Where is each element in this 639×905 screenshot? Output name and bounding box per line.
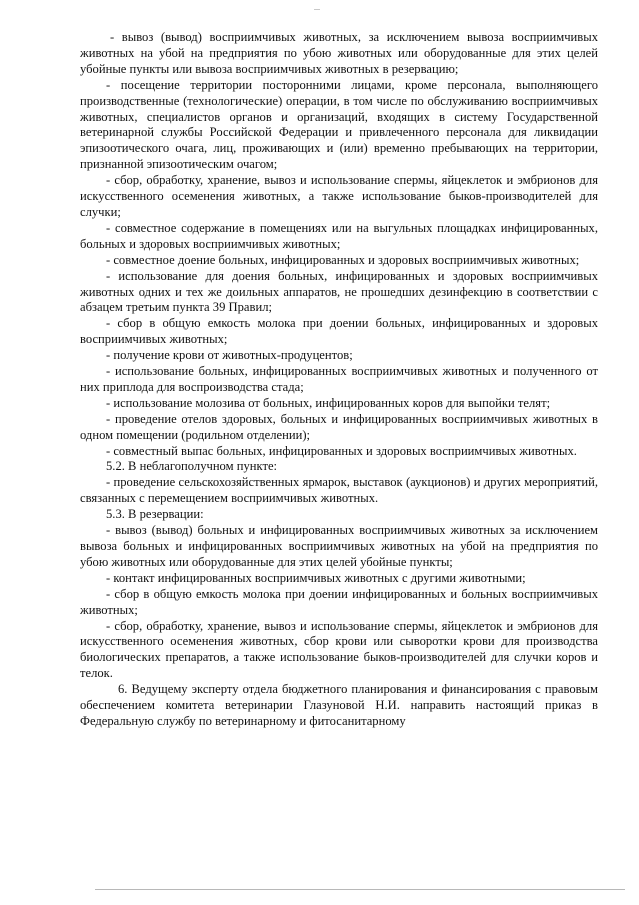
document-body: [80, 30, 598, 730]
paragraph-1: - вывоз (вывод) восприимчивых животных, за исключением вывоза восприимчивых животных на убой на предприятия по убою животных или оборудованные для этих целей убойные пункты или вывоза восприимчивых животных в резервацию;: [80, 30, 598, 76]
paragraph-6: - использование для доения больных, инфицированных и здоровых восприимчивых животных одних и тех же доильных аппаратов, не прошедших дезинфекцию в соответствии с абзацем третьим пункта 39 Правил;: [80, 268, 598, 315]
paragraph-11: - проведение отелов здоровых, больных и инфицированных восприимчивых животных в одном помещении (родильном отделении);: [80, 411, 598, 442]
paragraph-12: - совместный выпас больных, инфицированных и здоровых восприимчивых животных.: [106, 443, 577, 458]
section-heading-5-2: 5.2. В неблагополучном пункте:: [106, 459, 278, 474]
paragraph-9: - использование больных, инфицированных восприимчивых животных и полученного от них приплода для воспроизводства стада;: [80, 364, 598, 394]
paragraph-3: - сбор, обработку, хранение, вывоз и использование спермы, яйцеклеток и эмбрионов для искусственного осеменения животных, а также использование быков-производителей для случки;: [80, 173, 598, 219]
paragraph-16: - вывоз (вывод) больных и инфицированных восприимчивых животных за исключением вывоза больных и инфицированных восприимчивых животных на убой на предприятия по убою животных или оборудованные для этих целей убойные пункты;: [80, 523, 598, 569]
paragraph-19: - сбор, обработку, хранение, вывоз и использование спермы, яйцеклеток и эмбрионов для искусственного осеменения животных, сбор крови или сыворотки крови для производства биологических препаратов, а также использование быков-производителей для случки коров и телок.: [80, 618, 598, 681]
paragraph-14: - проведение сельскохозяйственных ярмарок, выставок (аукционов) и других мероприятий, связанных с перемещением восприимчивых животных.: [80, 475, 598, 506]
scan-mark: [314, 9, 320, 10]
section-heading-5-3: 5.3. В резервации:: [106, 507, 204, 522]
paragraph-18: - сбор в общую емкость молока при доении инфицированных и больных восприимчивых животных;: [80, 586, 598, 617]
paragraph-5: - совместное доение больных, инфицированных и здоровых восприимчивых животных;: [106, 252, 580, 267]
paragraph-10: - использование молозива от больных, инфицированных коров для выпойки телят;: [106, 395, 551, 410]
paragraph-17: - контакт инфицированных восприимчивых животных с другими животными;: [106, 570, 526, 585]
paragraph-4: - совместное содержание в помещениях или на выгульных площадках инфицированных, больных и здоровых восприимчивых животных;: [80, 220, 598, 251]
paragraph-item-6: 6. Ведущему эксперту отдела бюджетного планирования и финансирования с правовым обеспечением комитета ветеринарии Глазуновой Н.И. направить настоящий приказ в Федеральную службу по ветеринарному и фитосанитарному: [80, 682, 598, 728]
paragraph-8: - получение крови от животных-продуцентов;: [106, 348, 353, 363]
paragraph-7: - сбор в общую емкость молока при доении больных, инфицированных и здоровых восприимчивых животных;: [80, 316, 598, 347]
page-bottom-rule: [95, 889, 625, 890]
paragraph-2: - посещение территории посторонними лицами, кроме персонала, выполняющего производственные (технологические) операции, в том числе по обслуживанию восприимчивых животных, специалистов органов и организаций, входящих в систему Государственной ветеринарной службы Российской Федерации и привлеченного персонала для ликвидации эпизоотического очага, лиц, проживающих и (или) временно пребывающих на территории, признанной эпизоотическим очагом;: [80, 77, 598, 172]
